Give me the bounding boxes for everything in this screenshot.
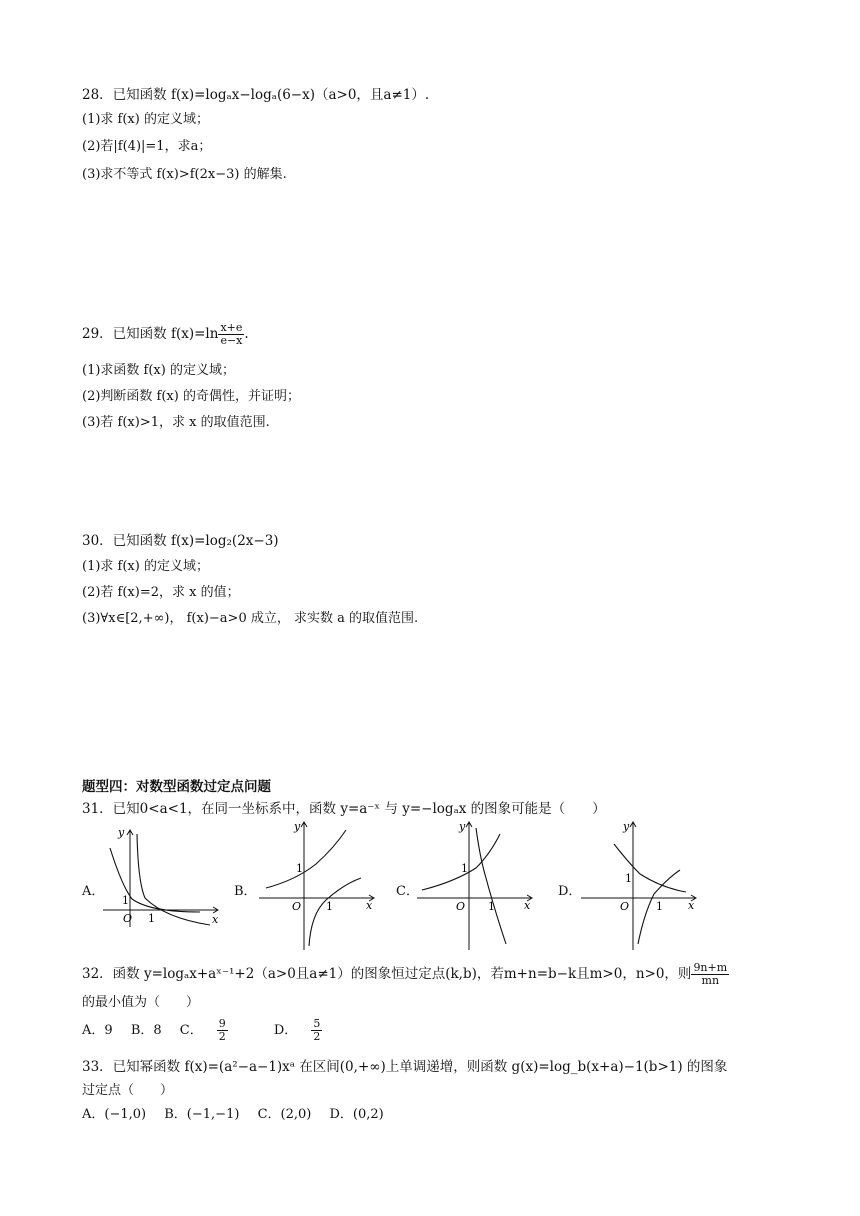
q29-part2: (2)判断函数 f(x) 的奇偶性，并证明； <box>82 389 300 404</box>
q32-frac-den: mn <box>701 974 720 987</box>
q33-option-b: B．(−1,−1) <box>164 1107 240 1122</box>
q29-part1: (1)求函数 f(x) 的定义域； <box>82 363 235 378</box>
q32-stem <box>82 962 729 987</box>
graph-b-x-label: x <box>366 899 373 912</box>
q32-fraction <box>691 962 729 987</box>
q29-stem-prefix: 29．已知函数 f(x)=ln <box>82 326 219 342</box>
q31-graph-d <box>578 818 703 956</box>
q28-part1: (1)求 f(x) 的定义域； <box>82 112 209 127</box>
q33-option-d: D．(0,2) <box>329 1107 384 1122</box>
q31-graph-b <box>256 818 381 956</box>
graph-d-y-label: y <box>623 820 630 833</box>
q32-option-c <box>179 1017 256 1043</box>
q29-part3: (3)若 f(x)>1，求 x 的取值范围. <box>82 415 270 430</box>
q32-options <box>82 1018 364 1043</box>
q30-part3: (3)∀x∈[2,+∞)， f(x)−a>0 成立， 求实数 a 的取值范围. <box>82 611 419 626</box>
q32-option-d-num: 5 <box>313 1017 321 1030</box>
q31-stem: 31．已知0<a<1，在同一坐标系中，函数 y=a⁻ˣ 与 y=−logₐx 的图象可能是（ ） <box>82 801 606 817</box>
q32-option-c-den: 2 <box>218 1030 226 1043</box>
q32-option-c-label: C． <box>179 1023 203 1038</box>
q32-option-a: A．9 <box>82 1023 113 1038</box>
q28-part2: (2)若|f(4)|=1，求a； <box>82 139 212 154</box>
q28-part3: (3)求不等式 f(x)>f(2x−3) 的解集. <box>82 167 287 182</box>
section-heading: 题型四：对数型函数过定点问题 <box>82 779 271 795</box>
graph-d-origin: O <box>620 900 630 913</box>
q30-stem: 30．已知函数 f(x)=log₂(2x−3) <box>82 533 279 549</box>
q32-frac-num: 9n+m <box>693 961 728 974</box>
graph-c-origin: O <box>456 900 466 913</box>
q33-line2: 过定点（ ） <box>82 1083 174 1098</box>
q29-stem <box>82 322 249 347</box>
q29-frac-den: e−x <box>220 334 243 347</box>
graph-b-origin: O <box>292 900 302 913</box>
graph-d-tick-one-y: 1 <box>625 872 632 885</box>
graph-c-tick-one-y: 1 <box>461 862 468 875</box>
graph-a-x-label: x <box>212 913 219 926</box>
q32-line2: 的最小值为（ ） <box>82 995 200 1010</box>
q32-stem-prefix: 32．函数 y=logₐx+aˣ⁻¹+2（a>0且a≠1）的图象恒过定点(k,b)，若m+n=b−k且m>0，n>0，则 <box>82 966 692 982</box>
q33-options <box>82 1106 398 1124</box>
q30-part1: (1)求 f(x) 的定义域； <box>82 559 209 574</box>
graph-c-tick-one-x: 1 <box>488 900 495 913</box>
graph-b-tick-one-x: 1 <box>326 900 333 913</box>
q30-part2: (2)若 f(x)=2，求 x 的值； <box>82 585 240 600</box>
q32-option-d-frac <box>311 1018 336 1043</box>
q31-option-b-label: B． <box>234 884 257 899</box>
q31-option-c-label: C． <box>396 884 419 899</box>
q32-option-c-num: 9 <box>218 1017 226 1030</box>
graph-c-x-label: x <box>524 899 531 912</box>
q32-option-d-label: D． <box>273 1023 298 1038</box>
graph-a-y-label: y <box>118 826 125 839</box>
graph-a-origin: O <box>123 912 133 925</box>
q32-option-b: B．8 <box>130 1023 162 1038</box>
graph-d-x-label: x <box>688 899 695 912</box>
q29-frac-num: x+e <box>220 321 243 334</box>
q29-fraction <box>218 322 244 347</box>
q31-graph-c <box>414 818 539 956</box>
q31-graph-a <box>100 822 225 932</box>
q33-option-c: C．(2,0) <box>257 1107 312 1122</box>
graph-c-y-label: y <box>459 820 466 833</box>
q32-option-d <box>273 1017 350 1043</box>
q32-option-d-den: 2 <box>313 1030 321 1043</box>
graph-d-tick-one-x: 1 <box>656 900 663 913</box>
q29-stem-suffix: . <box>244 326 249 342</box>
q32-option-c-frac <box>217 1018 242 1043</box>
q33-line1: 33．已知幂函数 f(x)=(a²−a−1)xᵃ 在区间(0,+∞)上单调递增，则函数 g(x)=log_b(x+a)−1(b>1) 的图象 <box>82 1059 728 1075</box>
graph-a-tick-one-x: 1 <box>148 912 155 925</box>
graph-b-tick-one-y: 1 <box>296 862 303 875</box>
q33-option-a: A．(−1,0) <box>82 1107 147 1122</box>
graph-b-y-label: y <box>294 820 301 833</box>
graph-a-tick-one-y: 1 <box>122 894 129 907</box>
q28-stem: 28．已知函数 f(x)=logₐx−logₐ(6−x)（a>0，且a≠1）. <box>82 87 430 103</box>
q31-option-d-label: D． <box>558 884 582 899</box>
q31-option-a-label: A． <box>82 884 105 899</box>
